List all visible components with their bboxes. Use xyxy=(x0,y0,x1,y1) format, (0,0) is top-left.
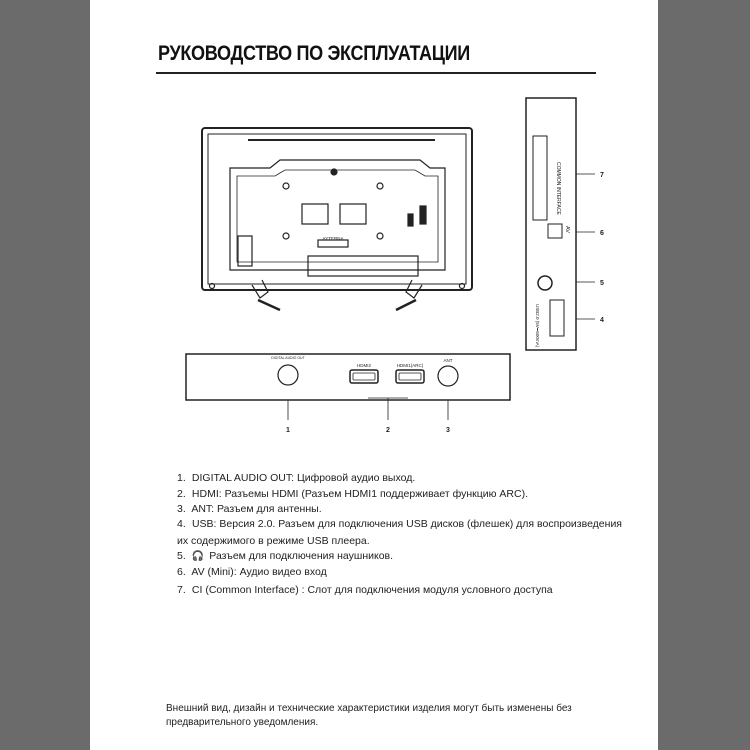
footer-disclaimer: Внешний вид, дизайн и технические характеристики изделия могут быть изменены без предварительного уведомления. xyxy=(166,703,572,728)
bottom-connector-panel xyxy=(186,354,510,420)
right-gray-margin xyxy=(658,0,750,750)
common-interface-label: COMMON INTERFACE xyxy=(555,162,561,215)
legend-item-1: 1. DIGITAL AUDIO OUT: Цифровой аудио выход. xyxy=(177,472,416,484)
manual-page xyxy=(90,0,658,750)
callout-7: 7 xyxy=(600,172,604,179)
connector-diagram xyxy=(90,0,658,460)
side-usb-label: USB2.0 (5V⎓500mA) xyxy=(535,304,540,348)
callout-4: 4 xyxy=(600,317,604,324)
callout-6: 6 xyxy=(600,230,604,237)
digital-audio-out-label: DIGITAL AUDIO OUT xyxy=(271,356,305,360)
legend-item-4: 4. USB: Версия 2.0. Разъем для подключения USB дисков (флешек) для воспроизведения их содержимого в режиме USB плеера. xyxy=(177,518,622,547)
callout-1: 1 xyxy=(286,427,290,434)
hdmi1-arc-label: HDMI1(ARC) xyxy=(396,363,424,368)
left-gray-margin xyxy=(0,0,90,750)
tv-back-illustration xyxy=(202,128,472,310)
callout-5: 5 xyxy=(600,280,604,287)
legend-item-5: 5. 🎧 Разъем для подключения наушников. xyxy=(177,550,394,562)
legend-item-6: 6. AV (Mini): Аудио видео вход xyxy=(177,566,327,578)
tv-logo-text: AYTERNA xyxy=(322,236,344,241)
callout-3: 3 xyxy=(446,427,450,434)
ant-label: ANT xyxy=(443,358,453,363)
legend-item-7: 7. CI (Common Interface) : Слот для подключения модуля условного доступа xyxy=(177,584,553,596)
page-title: РУКОВОДСТВО ПО ЭКСПЛУАТАЦИИ xyxy=(158,42,470,65)
callout-2: 2 xyxy=(386,427,390,434)
legend-item-3: 3. ANT: Разъем для антенны. xyxy=(177,503,322,515)
headphone-icon: 🎧 xyxy=(191,551,205,562)
hdmi2-label: HDMI2 xyxy=(356,363,372,368)
legend-item-2: 2. HDMI: Разъемы HDMI (Разъем HDMI1 поддерживает функцию ARC). xyxy=(177,488,529,500)
side-av-label: AV xyxy=(564,226,570,233)
